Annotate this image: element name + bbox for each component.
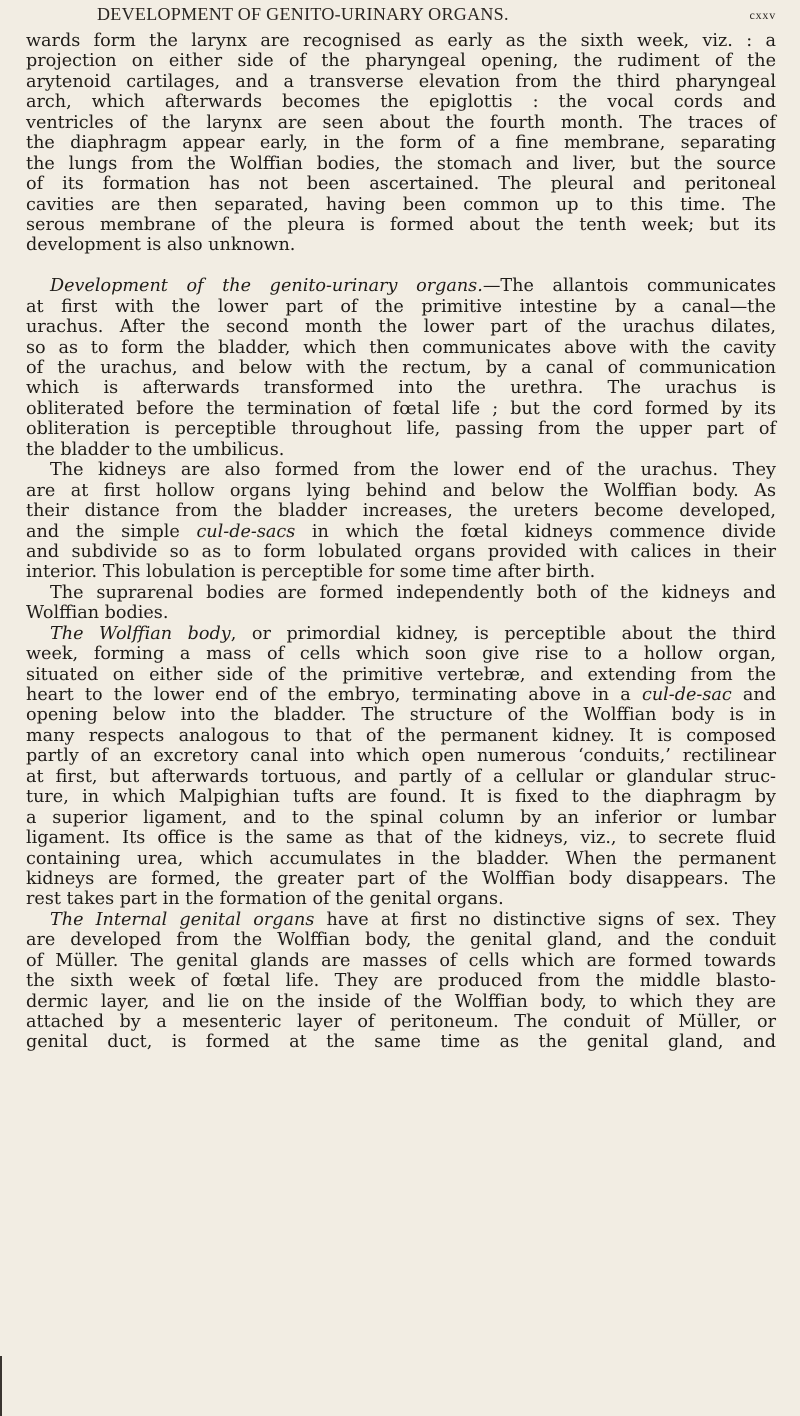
text-line: [26, 665, 776, 685]
text-line: [26, 685, 776, 705]
text-line: [26, 951, 776, 971]
text-line: [26, 624, 776, 644]
text-line: [26, 603, 776, 623]
line-text: serous membrane of the pleura is formed about the tenth week; but its: [26, 214, 776, 235]
line-text: the diaphragm appear early, in the form of a fine membrane, separating: [26, 133, 776, 154]
line-text: the lungs from the Wolffian bodies, the stomach and liver, but the source: [26, 153, 776, 174]
text-line: [26, 113, 776, 133]
text-line: [26, 419, 776, 439]
line-text: ture, in which Malpighian tufts are found. It is fixed to the diaphragm by: [26, 787, 776, 808]
text-line: [26, 971, 776, 991]
line-text: kidneys are formed, the greater part of the Wolffian body disappears. The: [26, 868, 776, 889]
line-text: a superior ligament, and to the spinal column by an inferior or lumbar: [26, 807, 776, 828]
line-text: development is also unknown.: [26, 235, 296, 256]
line-text: Wolffian bodies.: [26, 603, 169, 624]
text-line: [26, 358, 776, 378]
line-text: situated on either side of the primitive vertebræ, and extending from the: [26, 664, 776, 685]
line-text: the sixth week of fœtal life. They are produced from the middle blasto-: [26, 971, 776, 992]
text-line: [26, 644, 776, 664]
text-line: [26, 889, 776, 909]
text-line: [26, 481, 776, 501]
line-text: ventricles of the larynx are seen about the fourth month. The traces of: [26, 112, 776, 133]
text-line: [26, 338, 776, 358]
italic-term: cul-de-sac: [641, 685, 732, 705]
line-text: obliteration is perceptible throughout life, passing from the upper part of: [26, 419, 776, 440]
line-text: heart to the lower end of the embryo, terminating above in a cul-de-sac and: [26, 685, 777, 705]
text-line: [26, 808, 776, 828]
italic-heading: Development of the genito-urinary organs.: [50, 276, 483, 297]
text-line: [26, 726, 776, 746]
text-line: [26, 992, 776, 1012]
text-line: [26, 1012, 776, 1032]
line-text: are at first hollow organs lying behind and below the Wolffian body. As: [26, 480, 776, 501]
text-line: [26, 849, 776, 869]
text-line: [26, 399, 776, 419]
text-line: [26, 92, 776, 112]
text-line: [26, 154, 776, 174]
text-line: [26, 174, 776, 194]
text-line: [26, 235, 776, 255]
line-text: containing urea, which accumulates in the bladder. When the permanent: [26, 848, 776, 869]
line-text: —The allantois communicates: [482, 276, 776, 297]
text-line: [26, 276, 776, 296]
line-text: dermic layer, and lie on the inside of the Wolffian body, to which they are: [26, 991, 776, 1012]
running-head: DEVELOPMENT OF GENITO-URINARY ORGANS.: [97, 4, 509, 24]
line-text: at first with the lower part of the primitive intestine by a canal—the: [26, 296, 776, 317]
line-text: their distance from the bladder increases, the ureters become developed,: [26, 501, 776, 522]
line-text: projection on either side of the pharyngeal opening, the rudiment of the: [26, 51, 776, 72]
line-text: many respects analogous to that of the permanent kidney. It is composed: [26, 725, 776, 746]
text-line: [26, 51, 776, 71]
line-text: the bladder to the umbilicus.: [26, 439, 285, 460]
line-text: attached by a mesenteric layer of peritoneum. The conduit of Müller, or: [26, 1012, 776, 1032]
body-text: [26, 31, 776, 1053]
text-line: [26, 583, 776, 603]
text-line: [26, 317, 776, 337]
line-text: The kidneys are also formed from the lower end of the urachus. They: [50, 460, 776, 481]
text-line: [26, 1032, 776, 1052]
line-text: rest takes part in the formation of the genital organs.: [26, 889, 504, 910]
line-text: and subdivide so as to form lobulated organs provided with calices in their: [26, 541, 776, 562]
page-header: [0, 4, 800, 30]
line-text: wards form the larynx are recognised as early as the sixth week, viz. : a: [26, 31, 776, 51]
line-text: obliterated before the termination of fœtal life ; but the cord formed by its: [26, 398, 776, 419]
text-line: [26, 562, 776, 582]
text-line: [26, 460, 776, 480]
line-text: which is afterwards transformed into the urethra. The urachus is: [26, 378, 776, 399]
line-text: urachus. After the second month the lower part of the urachus dilates,: [26, 317, 776, 338]
text-line: [26, 767, 776, 787]
line-text: arch, which afterwards becomes the epiglottis : the vocal cords and: [26, 92, 776, 113]
text-line: [26, 440, 776, 460]
text-line: [26, 522, 776, 542]
line-text: partly of an excretory canal into which open numerous ‘conduits,’ rectilinear: [26, 746, 776, 767]
line-text: of the urachus, and below with the rectum, by a canal of communication: [26, 358, 776, 378]
line-text: week, forming a mass of cells which soon give rise to a hollow organ,: [26, 644, 776, 665]
line-text: opening below into the bladder. The structure of the Wolffian body is in: [26, 705, 776, 726]
text-line: [26, 297, 776, 317]
text-line: [26, 746, 776, 766]
line-text: so as to form the bladder, which then communicates above with the cavity: [26, 337, 776, 358]
text-line: [26, 378, 776, 398]
line-text: and the simple cul-de-sacs in which the fœtal kidneys commence divide: [26, 521, 776, 542]
line-text: interior. This lobulation is perceptible for some time after birth.: [26, 562, 596, 583]
text-line: [26, 195, 776, 215]
text-line: [26, 705, 776, 725]
line-text: genital duct, is formed at the same time as the genital gland, and: [26, 1032, 776, 1053]
line-text: The suprarenal bodies are formed independently both of the kidneys and: [50, 582, 776, 603]
page-edge-line: [0, 1356, 2, 1416]
line-text: arytenoid cartilages, and a transverse elevation from the third pharyngeal: [26, 71, 776, 92]
text-line: [26, 910, 776, 930]
text-line: [26, 133, 776, 153]
page-number: cxxv: [749, 8, 776, 22]
line-text: have at first no distinctive signs of sex. They: [314, 909, 776, 930]
italic-term: cul-de-sacs: [196, 521, 296, 542]
text-line: [26, 930, 776, 950]
line-text: , or primordial kidney, is perceptible about the third: [230, 623, 776, 644]
text-line: [26, 542, 776, 562]
line-text: ligament. Its office is the same as that of the kidneys, viz., to secrete fluid: [26, 828, 776, 849]
text-line: [26, 72, 776, 92]
text-line: [26, 787, 776, 807]
line-text: of its formation has not been ascertained. The pleural and peritoneal: [26, 174, 776, 195]
italic-heading: The Internal genital organs: [50, 909, 315, 930]
line-text: of Müller. The genital glands are masses of cells which are formed towards: [26, 950, 776, 971]
italic-heading: The Wolffian body: [50, 623, 231, 644]
text-line: [26, 256, 776, 276]
text-line: [26, 828, 776, 848]
line-text: are developed from the Wolffian body, the genital gland, and the conduit: [26, 930, 776, 951]
line-text: cavities are then separated, having been common up to this time. The: [26, 194, 776, 215]
text-line: [26, 215, 776, 235]
text-line: [26, 31, 776, 51]
text-line: [26, 869, 776, 889]
text-line: [26, 501, 776, 521]
line-text: at first, but afterwards tortuous, and partly of a cellular or glandular struc-: [26, 766, 776, 787]
